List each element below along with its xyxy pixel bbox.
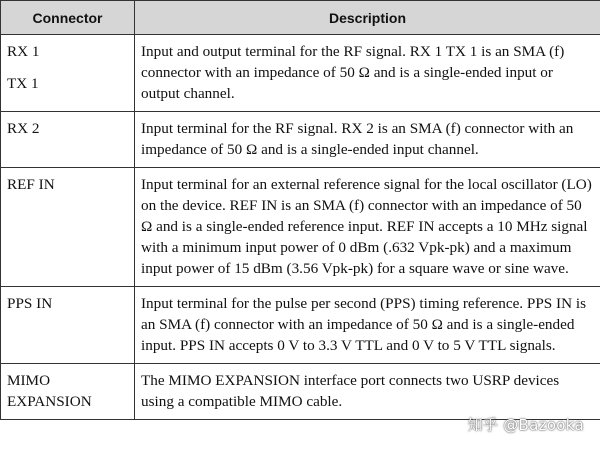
- description-cell: Input terminal for an external reference signal for the local oscillator (LO) on the device. REF IN is an SMA (f) connector with an impedance of 50 Ω and is a single-ended reference input. REF IN accepts a 10 MHz signal with a minimum input power of 0 dBm (.632 Vpk-pk) and a maximum input power of 15 dBm (3.56 Vpk-pk) for a square wave or sine wave.: [135, 168, 600, 287]
- description-cell: The MIMO EXPANSION interface port connects two USRP devices using a compatible MIMO cable.: [135, 364, 600, 420]
- table-row: [1, 364, 600, 420]
- table-row: [1, 287, 600, 364]
- connector-name: REF IN: [7, 176, 55, 193]
- connector-cell: [1, 364, 135, 420]
- connector-cell: [1, 35, 135, 112]
- connector-name: RX 1: [7, 43, 40, 60]
- header-description: Description: [135, 1, 600, 35]
- watermark: 知乎 @Bazooka: [467, 416, 584, 434]
- table-row: [1, 35, 600, 112]
- connector-name: TX 1: [7, 75, 39, 92]
- connector-cell: [1, 287, 135, 364]
- table-row: [1, 168, 600, 287]
- connector-cell: [1, 168, 135, 287]
- description-cell: Input and output terminal for the RF signal. RX 1 TX 1 is an SMA (f) connector with an impedance of 50 Ω and is a single-ended input or output channel.: [135, 35, 600, 112]
- connector-name: MIMO: [7, 372, 51, 389]
- connector-name: EXPANSION: [7, 393, 92, 410]
- connector-name: RX 2: [7, 120, 40, 137]
- table-header-row: [1, 1, 600, 35]
- description-cell: Input terminal for the pulse per second (PPS) timing reference. PPS IN is an SMA (f) connector with an impedance of 50 Ω and is a single-ended input. PPS IN accepts 0 V to 3.3 V TTL and 0 V to 5 V TTL signals.: [135, 287, 600, 364]
- table-row: [1, 112, 600, 168]
- connector-cell: [1, 112, 135, 168]
- connector-name: PPS IN: [7, 295, 53, 312]
- description-cell: Input terminal for the RF signal. RX 2 is an SMA (f) connector with an impedance of 50 Ω and is a single-ended input channel.: [135, 112, 600, 168]
- header-connector: Connector: [1, 1, 135, 35]
